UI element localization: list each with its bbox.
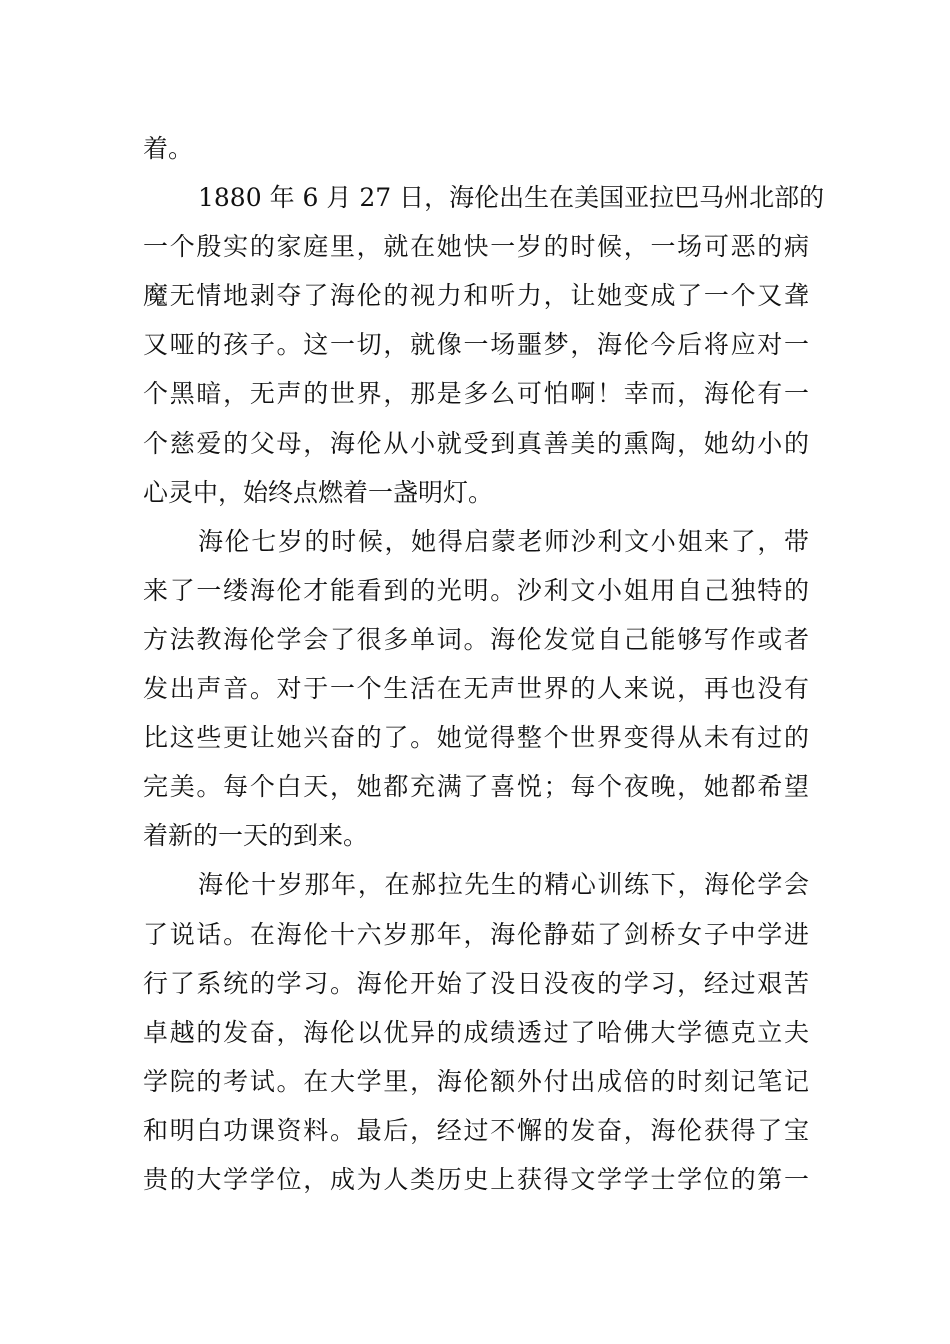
text-line: 一个殷实的家庭里，就在她快一岁的时候，一场可恶的病 [143, 232, 809, 262]
text-line: 着新的一天的到来。 [143, 821, 369, 851]
text-line: 又哑的孩子。这一切，就像一场噩梦，海伦今后将应对一 [143, 330, 809, 360]
text-line: 方法教海伦学会了很多单词。海伦发觉自己能够写作或者 [143, 624, 809, 654]
text-line: 比这些更让她兴奋的了。她觉得整个世界变得从未有过的 [143, 723, 809, 753]
text-line: 魔无情地剥夺了海伦的视力和听力，让她变成了一个又聋 [143, 281, 809, 311]
paragraph-start-line: 1880 年 6 月 27 日，海伦出生在美国亚拉巴马州北部的 [198, 183, 825, 213]
body-text [143, 124, 825, 1204]
text-line: 卓越的发奋，海伦以优异的成绩透过了哈佛大学德克立夫 [143, 1017, 809, 1047]
text-line: 个慈爱的父母，海伦从小就受到真善美的熏陶，她幼小的 [143, 428, 809, 458]
paragraph-start-line: 海伦十岁那年，在郝拉先生的精心训练下，海伦学会 [198, 870, 809, 900]
text-line: 学院的考试。在大学里，海伦额外付出成倍的时刻记笔记 [143, 1066, 809, 1096]
text-line: 贵的大学学位，成为人类历史上获得文学学士学位的第一 [143, 1164, 809, 1194]
text-line: 和明白功课资料。最后，经过不懈的发奋，海伦获得了宝 [143, 1115, 809, 1145]
paragraph-start-line: 海伦七岁的时候，她得启蒙老师沙利文小姐来了，带 [198, 526, 809, 556]
text-line: 心灵中，始终点燃着一盏明灯。 [143, 477, 494, 507]
text-line: 完美。每个白天，她都充满了喜悦；每个夜晚，她都希望 [143, 772, 809, 802]
text-line: 了说话。在海伦十六岁那年，海伦静茹了剑桥女子中学进 [143, 919, 809, 949]
text-line: 行了系统的学习。海伦开始了没日没夜的学习，经过艰苦 [143, 968, 809, 998]
text-line: 着。 [143, 134, 194, 163]
text-line: 发出声音。对于一个生活在无声世界的人来说，再也没有 [143, 674, 809, 704]
text-line: 来了一缕海伦才能看到的光明。沙利文小姐用自己独特的 [143, 575, 809, 605]
text-line: 个黑暗，无声的世界，那是多么可怕啊！幸而，海伦有一 [143, 379, 809, 409]
